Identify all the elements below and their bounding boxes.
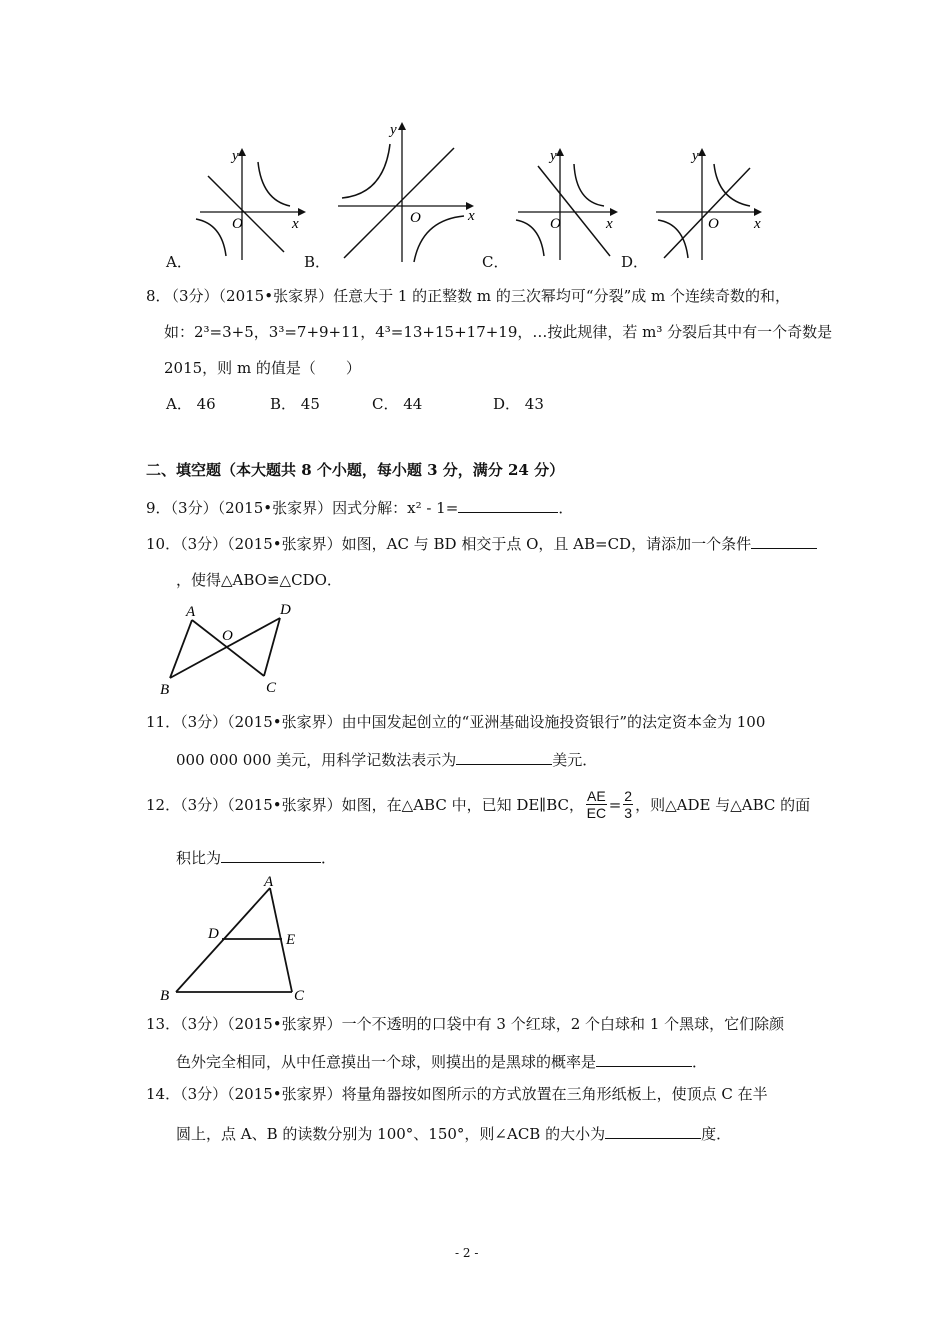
graph-d-y-label: y (692, 148, 699, 164)
q12-label-e: E (286, 932, 296, 948)
q12-label-a: A (264, 874, 274, 890)
q12-label-c: C (294, 988, 305, 1004)
option-b-label: B． (304, 253, 331, 271)
q10-label-a: A (186, 604, 196, 620)
graph-c (514, 148, 624, 268)
q8-number: 8． (146, 287, 171, 305)
q12-frac2-numerator: 2 (624, 788, 633, 804)
q12-frac2-denominator: 3 (624, 805, 633, 821)
q14-text: 圆上，点 A、B 的读数分别为 100°、150°，则∠ACB 的大小为 (176, 1125, 606, 1143)
graph-b-x-label: x (468, 208, 475, 224)
q12-frac1-numerator: AE (587, 788, 606, 804)
option-a-label: A． (166, 253, 192, 271)
q10-label-b: B (160, 682, 170, 698)
q8-line1: （3分）（2015•张家界）任意大于 1 的正整数 m 的三次幂均可“分裂”成 m 个连续奇数的和， (164, 287, 791, 305)
q12-answer-blank (221, 846, 321, 863)
q12-fraction-ae-ec (586, 788, 607, 821)
q8-option-d: D． 43 (493, 395, 544, 413)
figure-q12-triangle (156, 874, 326, 1004)
graph-a-y-label: y (232, 148, 239, 164)
graph-c-x-label: x (606, 216, 613, 232)
q10-label-c: C (266, 680, 277, 696)
q12-line1 (146, 788, 810, 821)
q10-line2: ，使得△ABO≌△CDO． (176, 571, 342, 589)
q8-line3: 2015，则 m 的值是（ ） (164, 359, 361, 377)
q10-label-d: D (280, 602, 291, 618)
q8-option-c: C． 44 (372, 395, 423, 413)
q14-answer-blank (605, 1122, 701, 1139)
section-2-title: 二、填空题（本大题共 8 个小题，每小题 3 分，满分 24 分） (146, 461, 565, 479)
graph-d (654, 148, 764, 268)
q10-label-o: O (222, 628, 233, 644)
q13-line2: 色外完全相同，从中任意摸出一个球，则摸出的是黑球的概率是 ． (176, 1050, 707, 1072)
graph-b-y-label: y (390, 122, 397, 138)
q12-label-d: D (208, 926, 219, 942)
q11-answer-blank (456, 748, 552, 765)
q12-fraction-2-3 (623, 788, 633, 821)
graph-b (336, 122, 476, 264)
q12-frac1-denominator: EC (586, 805, 607, 821)
graph-a-origin-label: O (232, 216, 243, 232)
q8-option-b: B． 45 (270, 395, 320, 413)
graph-d-x-label: x (754, 216, 761, 232)
q12-text-b: ，则△ADE 与△ABC 的面 (635, 795, 811, 814)
q12-text-c: 积比为 (176, 849, 222, 867)
q13-text: 色外完全相同，从中任意摸出一个球，则摸出的是黑球的概率是 (176, 1053, 597, 1071)
page-number: - 2 - (455, 1246, 479, 1260)
q10-text: 10．（3分）（2015•张家界）如图，AC 与 BD 相交于点 O，且 AB=CD，请添加一个条件 (146, 535, 752, 553)
q8-option-a: A． 46 (166, 395, 216, 413)
option-c-label: C． (482, 253, 509, 271)
q9-answer-blank (458, 496, 558, 513)
graph-d-origin-label: O (708, 216, 719, 232)
q11-line2 (176, 748, 597, 770)
q13-answer-blank (596, 1050, 692, 1067)
q14-unit: 度． (701, 1125, 732, 1143)
graph-b-origin-label: O (410, 210, 421, 226)
q12-equals: = (608, 795, 622, 814)
graph-c-y-label: y (550, 148, 557, 164)
option-d-label: D． (621, 253, 649, 271)
q12-text-a: 12．（3分）（2015•张家界）如图，在△ABC 中，已知 DE∥BC， (146, 795, 585, 814)
q14-line1: 14．（3分）（2015•张家界）将量角器按如图所示的方式放置在三角形纸板上，使顶点 C 在半 (146, 1085, 768, 1103)
question-9: 9．（3分）（2015•张家界）因式分解：x² - 1= ． (146, 496, 573, 518)
q13-line1: 13．（3分）（2015•张家界）一个不透明的口袋中有 3 个红球，2 个白球和 1 个黑球，它们除颜 (146, 1015, 785, 1033)
q10-answer-blank (751, 532, 817, 549)
q9-text: 9．（3分）（2015•张家界）因式分解：x² - 1= (146, 499, 459, 517)
graph-a (196, 148, 306, 268)
q14-line2 (176, 1122, 731, 1144)
q8-line2: 如：2³=3+5，3³=7+9+11，4³=13+15+17+19，…按此规律，若 m³ 分裂后其中有一个奇数是 (164, 323, 833, 341)
q12-label-b: B (160, 988, 170, 1004)
graph-a-x-label: x (292, 216, 299, 232)
figure-q10-bowtie (156, 600, 296, 700)
q11-line1: 11．（3分）（2015•张家界）由中国发起创立的“亚洲基础设施投资银行”的法定资本金为 100 (146, 713, 766, 731)
q10-line1 (146, 532, 817, 554)
q12-line2: 积比为 ． (176, 846, 336, 868)
q11-text: 000 000 000 美元，用科学记数法表示为 (176, 751, 457, 769)
graph-c-origin-label: O (550, 216, 561, 232)
q11-unit: 美元． (552, 751, 598, 769)
